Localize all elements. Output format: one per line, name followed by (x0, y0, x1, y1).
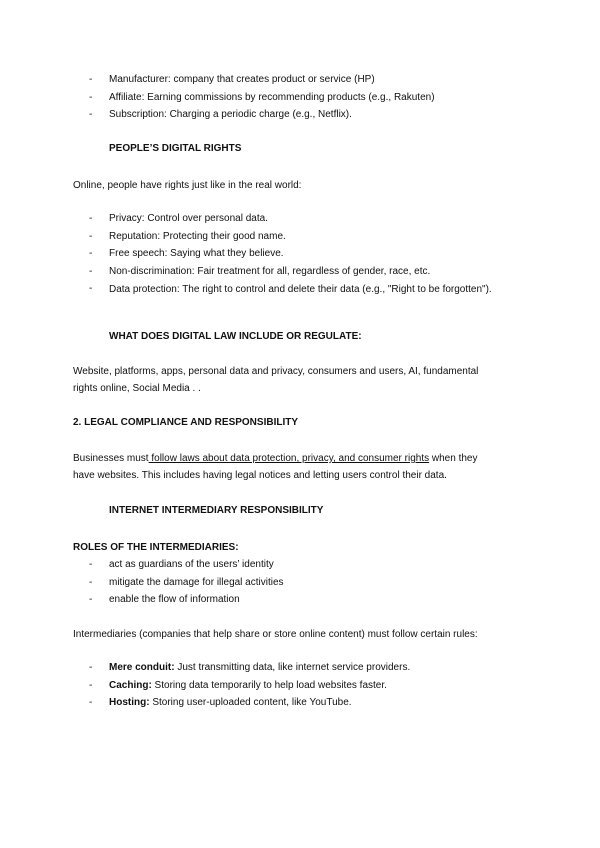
list-item-text (109, 661, 410, 675)
bullet-dash: - (89, 230, 93, 242)
list-item-text: mitigate the damage for illegal activities (109, 576, 284, 588)
list-item-text: Non-discrimination: Fair treatment for all, regardless of gender, race, etc. (109, 265, 431, 277)
digital-law-text-line2: rights online, Social Media . . (73, 383, 201, 394)
compliance-paragraph-line2: have websites. This includes having legal notices and letting users control their data. (73, 470, 447, 481)
intermediary-desc: Storing data temporarily to help load websites faster. (151, 679, 387, 691)
bullet-dash: - (89, 594, 93, 605)
bullet-dash: - (89, 679, 93, 691)
list-item-text: Manufacturer: company that creates product or service (HP) (109, 74, 375, 85)
list-item-text: act as guardians of the users’ identity (109, 559, 274, 570)
rights-heading: PEOPLE’S DIGITAL RIGHTS (109, 143, 242, 154)
intermediary-term: Caching: (109, 679, 152, 691)
list-item-text: Privacy: Control over personal data. (109, 213, 268, 224)
bullet-dash: - (89, 697, 93, 708)
digital-law-text-line1: Website, platforms, apps, personal data and privacy, consumers and users, AI, fundamental (73, 366, 479, 377)
bullet-dash: - (89, 662, 93, 673)
bullet-dash: - (89, 213, 93, 224)
compliance-text-before: Businesses must (73, 453, 149, 464)
list-item-text (109, 679, 387, 693)
list-item-text (109, 696, 352, 710)
compliance-heading: 2. LEGAL COMPLIANCE AND RESPONSIBILITY (73, 417, 299, 428)
list-item-text: Reputation: Protecting their good name. (109, 230, 286, 242)
bullet-dash: - (89, 265, 93, 277)
bullet-dash: - (89, 91, 93, 103)
intermediaries-intro: Intermediaries (companies that help share or store online content) must follow certain rules: (73, 629, 478, 640)
compliance-text-after: when they (429, 453, 478, 464)
intermediary-desc: Storing user-uploaded content, like YouTube. (149, 697, 352, 708)
rights-intro: Online, people have rights just like in the real world: (73, 180, 302, 191)
compliance-text-underlined: follow laws about data protection, privacy, and consumer rights (148, 453, 430, 464)
bullet-dash: - (89, 248, 93, 259)
bullet-dash: - (89, 559, 93, 570)
intermediary-heading: INTERNET INTERMEDIARY RESPONSIBILITY (109, 505, 324, 516)
compliance-paragraph-line1 (73, 452, 477, 466)
bullet-dash: - (89, 576, 93, 588)
list-item-text: Affiliate: Earning commissions by recommending products (e.g., Rakuten) (109, 91, 435, 103)
list-item-text: Free speech: Saying what they believe. (109, 248, 284, 259)
list-item-text: Subscription: Charging a periodic charge (e.g., Netflix). (109, 109, 352, 120)
digital-law-heading: WHAT DOES DIGITAL LAW INCLUDE OR REGULATE: (109, 331, 362, 342)
list-item-text: Data protection: The right to control and delete their data (e.g., "Right to be forgotten"). (109, 284, 492, 295)
intermediary-term: Mere conduit: (109, 662, 175, 673)
bullet-dash: - (89, 74, 93, 85)
intermediary-term: Hosting: (109, 697, 150, 708)
bullet-dash: - (89, 283, 93, 294)
list-item-text: enable the flow of information (109, 594, 240, 605)
roles-heading: ROLES OF THE INTERMEDIARIES: (73, 542, 239, 553)
bullet-dash: - (89, 109, 93, 120)
intermediary-desc: Just transmitting data, like internet service providers. (174, 662, 411, 673)
